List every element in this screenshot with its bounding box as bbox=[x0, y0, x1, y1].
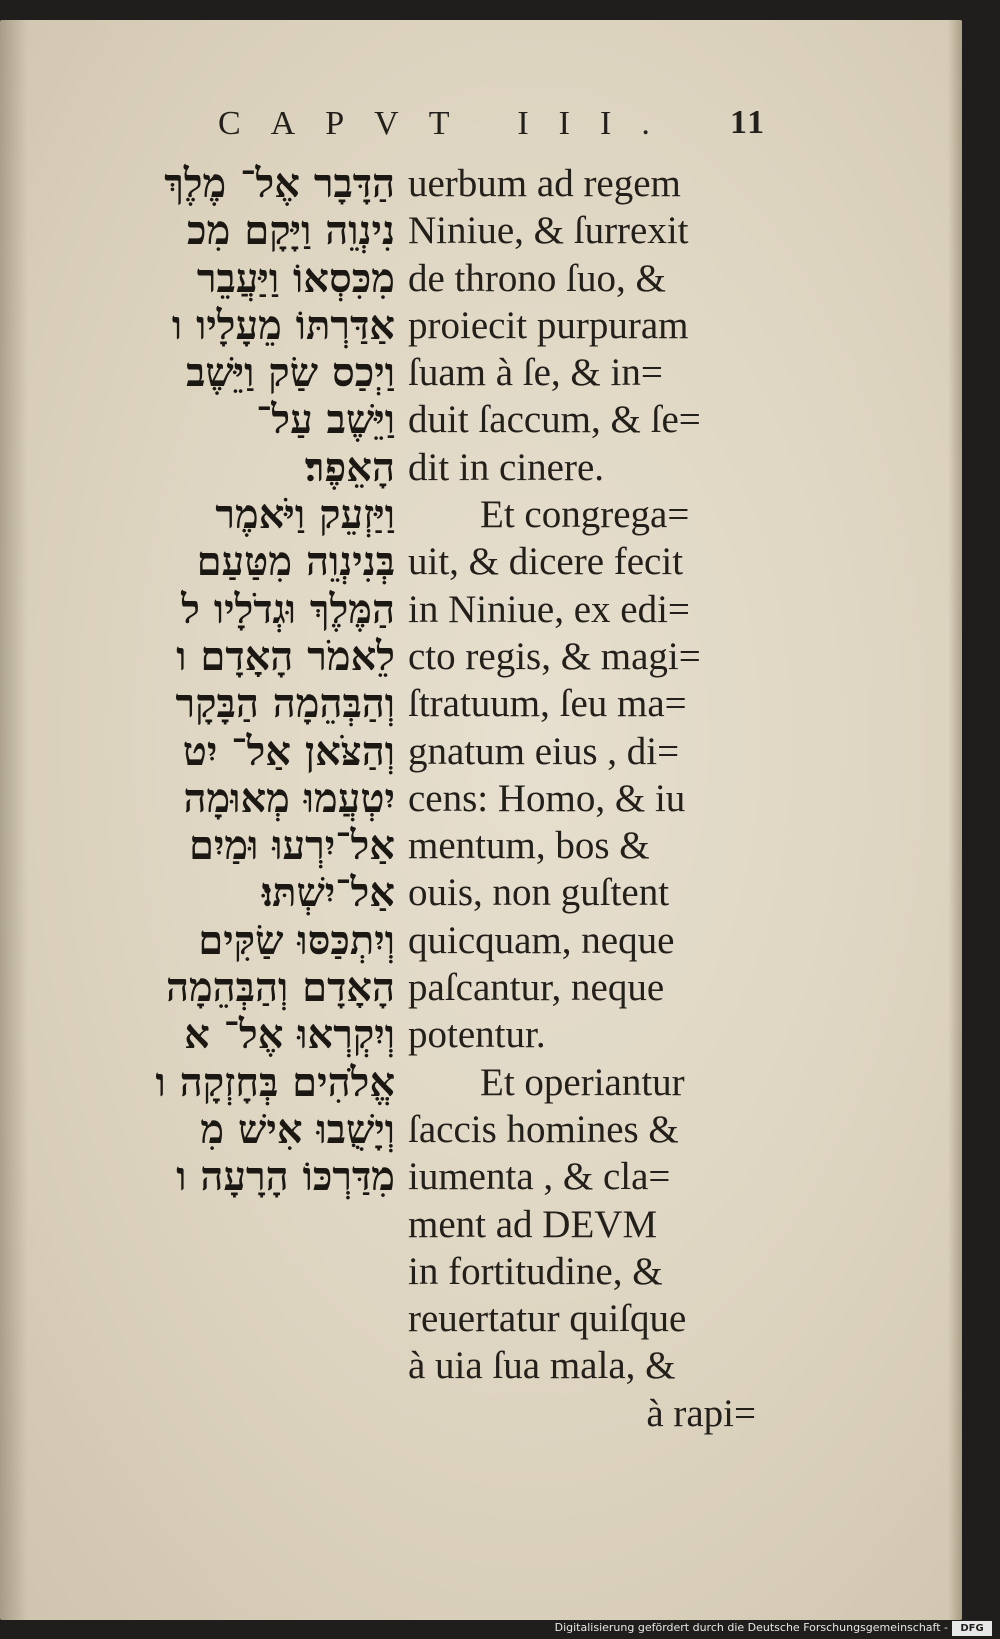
hebrew-line: הָאָדָם וְהַבְּהֵמָה bbox=[165, 964, 395, 1012]
hebrew-line: לֵאמֹר הָאָדָם ו bbox=[176, 632, 395, 680]
latin-line: à uia ſua mala, & bbox=[408, 1344, 676, 1388]
latin-line: quicquam, neque bbox=[408, 918, 675, 962]
latin-line: duit ſaccum, & ſe= bbox=[408, 398, 701, 442]
latin-line: ment ad DEVM bbox=[408, 1202, 658, 1246]
funding-credit: Digitalisierung gefördert durch die Deutsche Forschungsgemeinschaft - bbox=[554, 1621, 948, 1634]
latin-line: ſuam à ſe, & in= bbox=[408, 351, 663, 395]
latin-line: dit in cinere. bbox=[408, 445, 605, 489]
hebrew-line: אֱלֹהִים בְּחָזְקָה ו bbox=[155, 1058, 395, 1106]
hebrew-line: נִינְוֵה וַיָּקָם מִכ bbox=[187, 207, 395, 255]
latin-line: paſcantur, neque bbox=[408, 966, 665, 1010]
latin-line: in Niniue, ex edi= bbox=[408, 587, 690, 631]
latin-line: à rapi= bbox=[646, 1391, 756, 1435]
page-number: 11 bbox=[730, 104, 767, 141]
hebrew-column bbox=[70, 160, 395, 1201]
hebrew-line: וַיֵּשֶׁב עַל־ bbox=[256, 396, 395, 444]
hebrew-line: הָאֵפֶר׃ bbox=[304, 443, 395, 491]
hebrew-line: הַדָּבָר אֶל־ מֶלֶךְ bbox=[164, 160, 395, 207]
latin-line: ouis, non guſtent bbox=[408, 871, 670, 915]
latin-line: cto regis, & magi= bbox=[408, 634, 701, 678]
latin-line: potentur. bbox=[408, 1013, 546, 1057]
gutter-shadow bbox=[0, 20, 28, 1620]
dfg-logo: DFG bbox=[952, 1621, 992, 1636]
hebrew-line: וְהַבְּהֵמָה הַבָּקָר bbox=[175, 680, 395, 728]
latin-line: iumenta , & cla= bbox=[408, 1155, 671, 1199]
hebrew-line: וְיָשֻׁבוּ אִישׁ מִ bbox=[200, 1105, 395, 1153]
latin-line: proiecit purpuram bbox=[408, 303, 689, 347]
latin-line: ſaccis homines & bbox=[408, 1107, 679, 1151]
latin-line: ſtratuum, ſeu ma= bbox=[408, 682, 687, 726]
page-edge bbox=[948, 20, 962, 1620]
latin-line: uerbum ad regem bbox=[408, 162, 681, 205]
hebrew-line: אַדַּרְתּוֹ מֵעָלָיו ו bbox=[171, 301, 395, 349]
latin-line: uit, & dicere fecit bbox=[408, 540, 684, 584]
running-head: CAPVT III. bbox=[218, 105, 680, 142]
hebrew-line: אַל־יִשְׁתּוּ׃ bbox=[261, 869, 395, 917]
hebrew-line: מִדַּרְכּוֹ הָרָעָה ו bbox=[176, 1153, 395, 1201]
hebrew-line: אַל־יִרְעוּ וּמַיִם bbox=[188, 822, 395, 870]
latin-line: Et operiantur bbox=[480, 1060, 685, 1104]
hebrew-line: וַיַּזְעֵק וַיֹּאמֶר bbox=[215, 491, 395, 539]
hebrew-line: וְהַצֹּאן אַל־ יִט bbox=[182, 727, 395, 775]
hebrew-line: הַמֶּלֶךְ וּגְדֹלָיו ל bbox=[181, 585, 395, 633]
latin-line: Niniue, & ſurrexit bbox=[408, 209, 689, 253]
latin-line: Et congrega= bbox=[480, 493, 690, 537]
latin-line: cens: Homo, & iu bbox=[408, 776, 686, 820]
hebrew-line: יִטְעֲמוּ מְאוּמָה bbox=[183, 774, 395, 822]
latin-line: reuertatur quiſque bbox=[408, 1297, 687, 1341]
latin-line: in fortitudine, & bbox=[408, 1249, 663, 1293]
hebrew-line: וַיְכַס שַׂק וַיֵּשֶׁב bbox=[186, 349, 395, 397]
hebrew-line: וְיִתְכַּסּוּ שַׂקִּים bbox=[198, 916, 395, 964]
hebrew-line: וְיִקְרְאוּ אֶל־ א bbox=[184, 1011, 395, 1059]
latin-column bbox=[408, 160, 756, 1437]
hebrew-line: מִכִּסְאוֹ וַיַּעֲבֵר bbox=[196, 254, 395, 302]
latin-line: de throno ſuo, & bbox=[408, 256, 666, 300]
latin-line: gnatum eius , di= bbox=[408, 729, 680, 773]
latin-line: mentum, bos & bbox=[408, 824, 650, 868]
hebrew-line: בְּנִינְוֵה מִטַּעַם bbox=[196, 538, 395, 586]
